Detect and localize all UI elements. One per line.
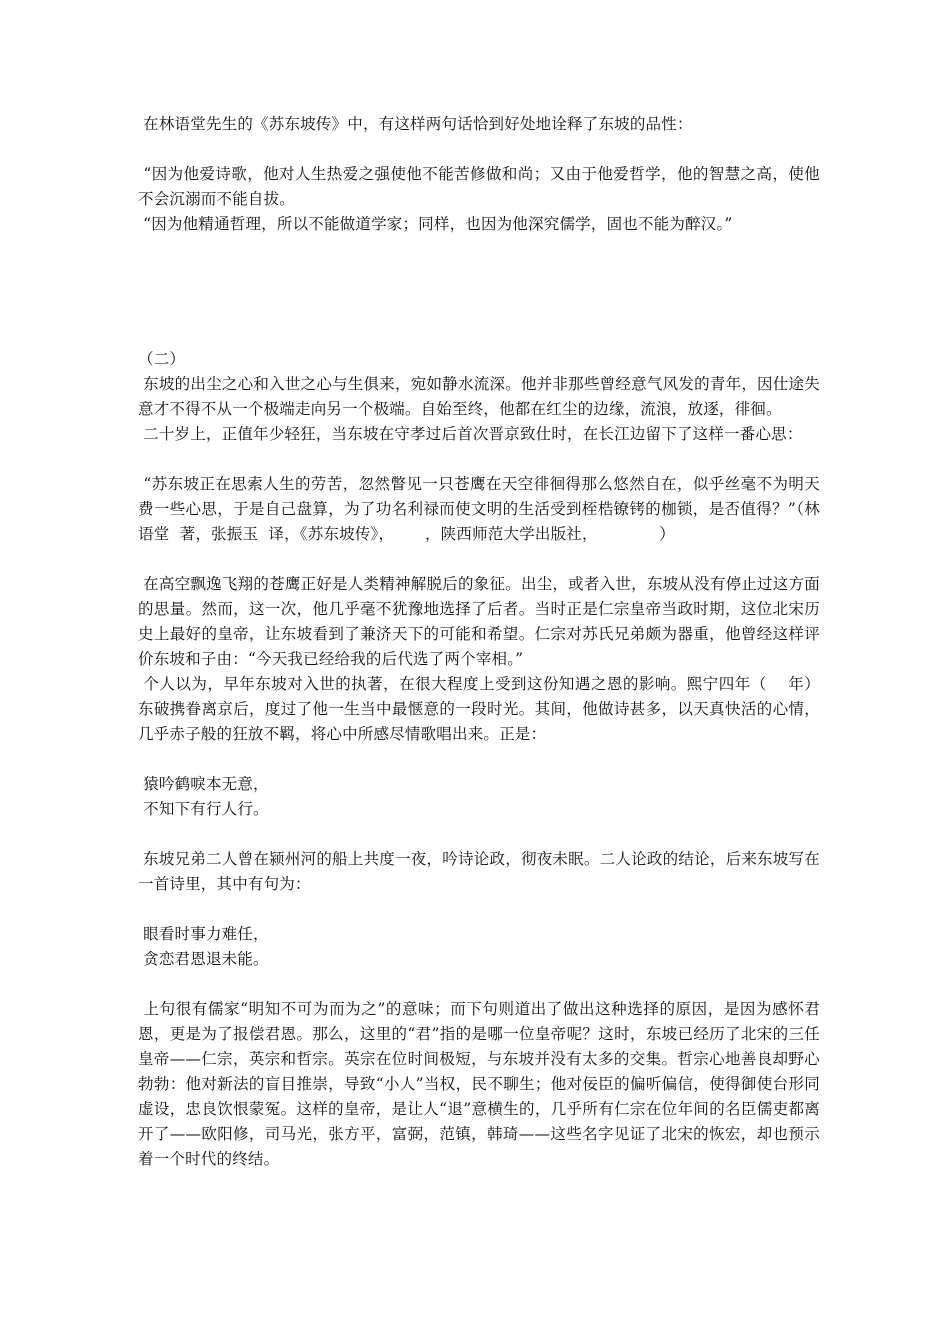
quote-paragraph: “因为他爱诗歌，他对人生热爱之强使他不能苦修做和尚；又由于他爱哲学，他的智慧之高，使他不会沉溺而不能自拔。: [138, 165, 820, 208]
poem-line: 不知下有行人行。: [138, 800, 269, 818]
body-paragraph: 二十岁上，正值年少轻狂，当东坡在守孝过后首次晋京致仕时，在长江边留下了这样一番心思：: [138, 425, 803, 443]
body-paragraph: 东坡的出尘之心和入世之心与生俱来，宛如静水流深。他并非那些曾经意气风发的青年，因仕途失意才不得不从一个极端走向另一个极端。自始至终，他都在红尘的边缘，流浪，放逐，徘徊。: [138, 375, 820, 418]
blank-line: [138, 897, 820, 922]
blank-line: [138, 972, 820, 997]
intro-paragraph: 在林语堂先生的《苏东坡传》中，有这样两句话恰到好处地诠释了东坡的品性：: [138, 115, 693, 133]
blank-line: [138, 447, 820, 472]
quote-paragraph: “苏东坡正在思索人生的劳苦，忽然瞥见一只苍鹰在天空徘徊得那么悠然自在，似乎丝毫不为明天费一些心思，于是自己盘算，为了功名利禄而使文明的生活受到桎梏镣铐的枷锁，是否值得？”（林语堂 著，张振玉 译，《苏东坡传》， ，陕西师范大学出版社， ）: [138, 475, 820, 543]
document-body: [138, 112, 820, 1172]
section-gap: [138, 237, 820, 347]
poem-line: 猿吟鹤唳本无意，: [138, 775, 269, 793]
blank-line: [138, 822, 820, 847]
poem-line: 眼看时事力难任，: [138, 925, 269, 943]
body-paragraph: 上句很有儒家“明知不可为而为之”的意味；而下句则道出了做出这种选择的原因，是因为感怀君恩，更是为了报偿君恩。那么，这里的“君”指的是哪一位皇帝呢？这时，东坡已经历了北宋的三任皇帝——仁宗，英宗和哲宗。英宗在位时间极短，与东坡并没有太多的交集。哲宗心地善良却野心勃勃：他对新法的盲目推崇，导致“小人”当权，民不聊生；他对佞臣的偏听偏信，使得御使台形同虚设，忠良饮恨蒙冤。这样的皇帝，是让人“退”意横生的，几乎所有仁宗在位年间的名臣儒吏都离开了——欧阳修，司马光，张方平，富弼，范镇，韩琦——这些名字见证了北宋的恢宏，却也预示着一个时代的终结。: [138, 1000, 820, 1168]
blank-line: [138, 137, 820, 162]
blank-line: [138, 747, 820, 772]
body-paragraph: 个人以为，早年东坡对入世的执著，在很大程度上受到这份知遇之恩的影响。熙宁四年（ 年）东破携眷离京后，度过了他一生当中最惬意的一段时光。其间，他做诗甚多，以天真快活的心情，几乎赤子般的狂放不羁，将心中所感尽情歌唱出来。正是：: [138, 675, 820, 743]
blank-line: [138, 547, 820, 572]
quote-paragraph: “因为他精通哲理，所以不能做道学家；同样，也因为他深究儒学，固也不能为醉汉。”: [138, 215, 733, 233]
body-paragraph: 东坡兄弟二人曾在颍州河的船上共度一夜，吟诗论政，彻夜未眠。二人论政的结论，后来东坡写在一首诗里，其中有句为：: [138, 850, 820, 893]
body-paragraph: 在高空飘逸飞翔的苍鹰正好是人类精神解脱后的象征。出尘，或者入世，东坡从没有停止过这方面的思量。然而，这一次，他几乎毫不犹豫地选择了后者。当时正是仁宗皇帝当政时期，这位北宋历史上最好的皇帝，让东坡看到了兼济天下的可能和希望。仁宗对苏氏兄弟颇为器重，他曾经这样评价东坡和子由：“今天我已经给我的后代选了两个宰相。”: [138, 575, 820, 668]
poem-line: 贪恋君恩退未能。: [138, 950, 269, 968]
section-heading: （二）: [138, 350, 186, 368]
